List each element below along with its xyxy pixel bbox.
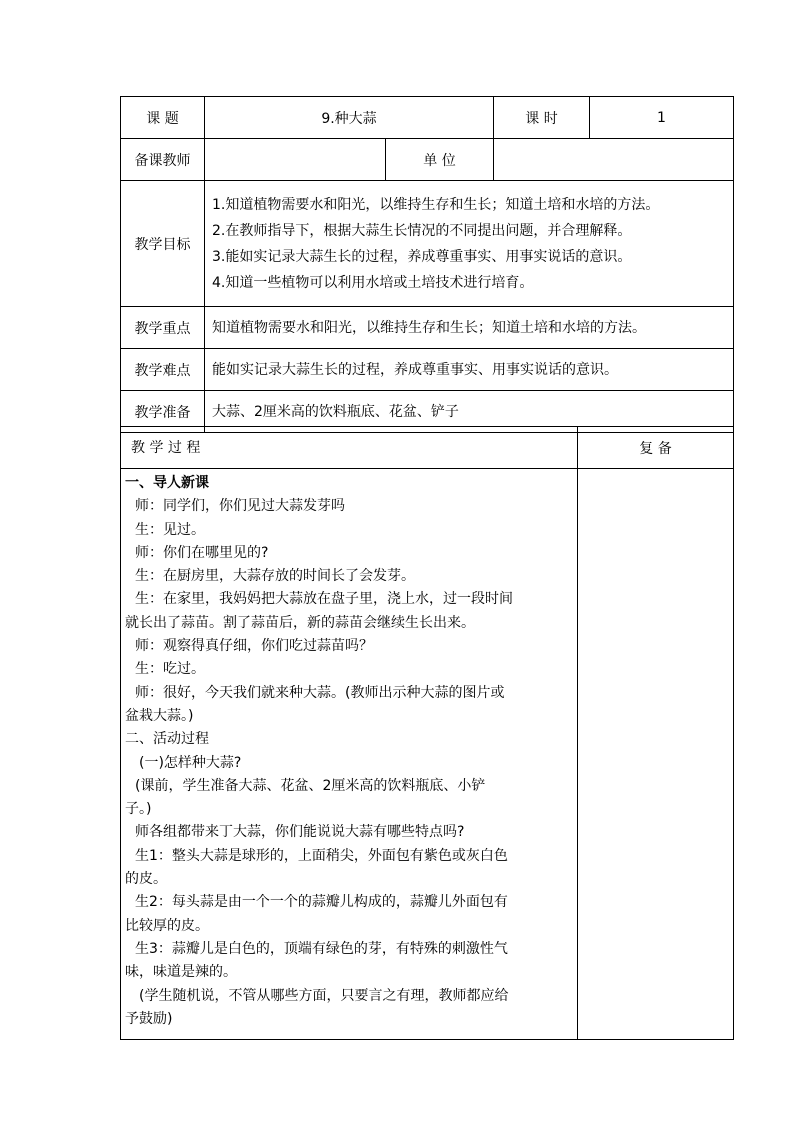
process-body-row: [121, 469, 734, 1040]
section-heading: 一、导人新课: [125, 475, 209, 491]
dialogue-line: 生：在家里，我妈妈把大蒜放在盘子里，浇上水，过一段时间: [135, 591, 513, 608]
unit-value: [494, 139, 734, 181]
goals-row: [121, 181, 734, 307]
dialogue-line: (课前，学生准备大蒜、花盆、2厘米高的饮料瓶底、小铲: [135, 777, 486, 794]
goal-item: 4.知道一些植物可以利用水培或土培技术进行培育。: [212, 274, 534, 291]
dialogue-line: 生2：每头蒜是由一个一个的蒜瓣儿构成的，蒜瓣儿外面包有: [135, 894, 508, 911]
dialogue-line: 师：你们在哪里见的?: [135, 544, 269, 561]
teacher-value: [205, 139, 386, 181]
dialogue-line: 生：吃过。: [135, 661, 205, 678]
goals-list: [205, 181, 734, 307]
topic-row: [121, 97, 734, 139]
dialogue-line: 就长出了蒜苗。割了蒜苗后，新的蒜苗会继续生长出来。: [125, 614, 475, 631]
process-label: 教 学 过 程: [121, 427, 578, 469]
preparation-label: 教学准备: [121, 391, 205, 433]
dialogue-line: 师：很好，今天我们就来种大蒜。(教师出示种大蒜的图片或: [135, 684, 505, 701]
review-notes-cell: [578, 469, 734, 1040]
dialogue-line: 师：同学们，你们见过大蒜发芽吗: [135, 498, 345, 515]
dialogue-line: 予鼓励): [125, 1010, 173, 1027]
goals-label: 教学目标: [121, 181, 205, 307]
review-label: 复 备: [578, 427, 734, 469]
dialogue-line: 生3：蒜瓣儿是白色的，顶端有绿色的芽，有特殊的刺激性气: [135, 940, 508, 957]
subsection-heading: (一)怎样种大蒜?: [139, 754, 242, 771]
dialogue-line: 生：在厨房里，大蒜存放的时间长了会发芽。: [135, 568, 415, 585]
dialogue-line: 盆栽大蒜。): [125, 707, 194, 724]
process-table: [120, 426, 734, 1040]
difficulty-value: 能如实记录大蒜生长的过程，养成尊重事实、用事实说话的意识。: [205, 349, 734, 391]
period-value: 1: [590, 97, 734, 139]
goal-item: 3.能如实记录大蒜生长的过程，养成尊重事实、用事实说话的意识。: [212, 248, 632, 265]
topic-value: 9.种大蒜: [205, 97, 494, 139]
section-heading: 二、活动过程: [125, 731, 209, 748]
goal-item: 1.知道植物需要水和阳光，以维持生存和生长；知道土培和水培的方法。: [212, 196, 660, 213]
dialogue-line: 子。): [125, 801, 152, 818]
dialogue-line: 生1：整头大蒜是球形的，上面稍尖，外面包有紫色或灰白色: [135, 847, 508, 864]
focus-label: 教学重点: [121, 307, 205, 349]
dialogue-line: 味，味道是辣的。: [125, 964, 237, 981]
dialogue-line: 比较厚的皮。: [125, 917, 209, 934]
dialogue-line: 的皮。: [125, 871, 167, 888]
difficulty-label: 教学难点: [121, 349, 205, 391]
focus-value: 知道植物需要水和阳光，以维持生存和生长；知道土培和水培的方法。: [205, 307, 734, 349]
preparation-value: 大蒜、2厘米高的饮料瓶底、花盆、铲子: [205, 391, 734, 433]
teacher-row: [121, 139, 734, 181]
dialogue-line: (学生随机说，不管从哪些方面，只要言之有理，教师都应给: [139, 987, 509, 1004]
dialogue-line: 师：观察得真仔细，你们吃过蒜苗吗？: [135, 638, 373, 655]
dialogue-line: 生：见过。: [135, 521, 205, 538]
teacher-label: 备课教师: [121, 139, 205, 181]
dialogue-line: 师各组都带来丁大蒜，你们能说说大蒜有哪些特点吗?: [135, 824, 465, 841]
period-label: 课 时: [494, 97, 590, 139]
process-header-row: [121, 427, 734, 469]
difficulty-row: [121, 349, 734, 391]
lesson-info-table: [120, 96, 734, 433]
unit-label: 单 位: [386, 139, 494, 181]
focus-row: [121, 307, 734, 349]
topic-label: 课 题: [121, 97, 205, 139]
process-content: [121, 469, 578, 1040]
goal-item: 2.在教师指导下，根据大蒜生长情况的不同提出问题，并合理解释。: [212, 222, 632, 239]
